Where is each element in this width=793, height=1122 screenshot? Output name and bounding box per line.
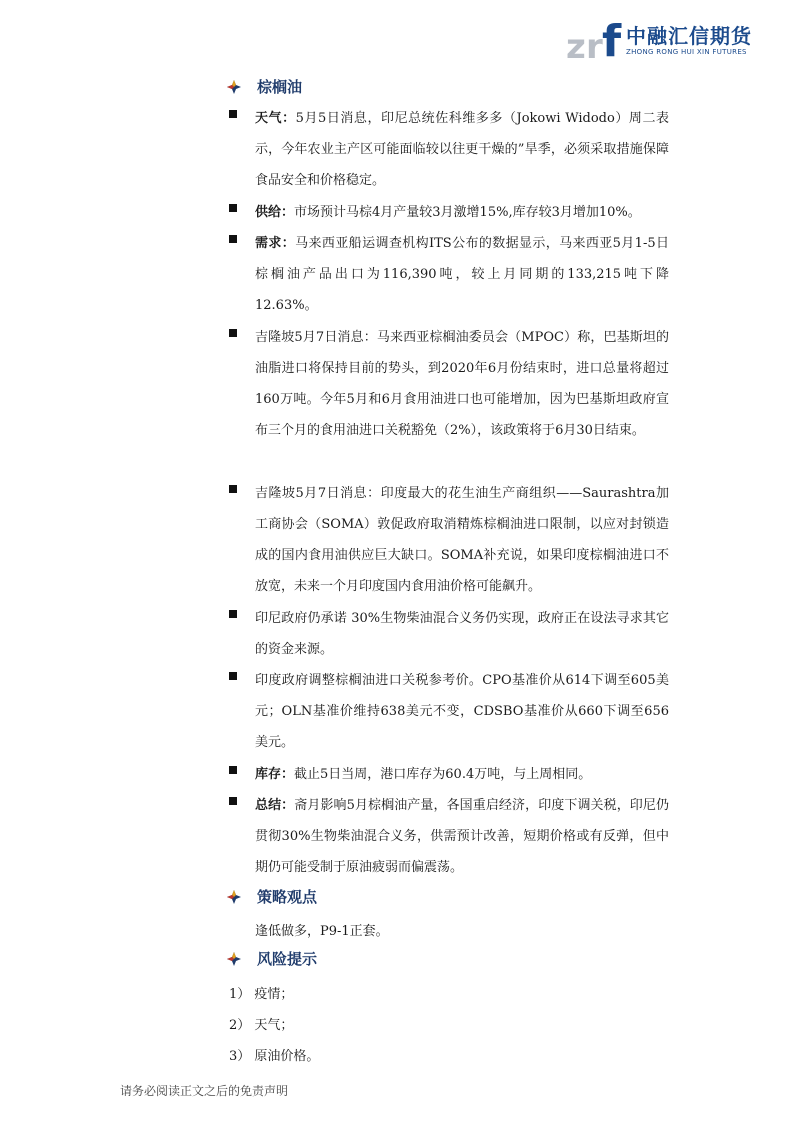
item-label: 总结： [255, 798, 295, 813]
item-text: 吉隆坡5月7日消息：马来西亚棕榈油委员会（MPOC）称，巴基斯坦的油脂进口将保持目前的势头，到2020年6月份结束时，进口总量将超过160万吨。今年5月和6月食用油进口也可能增加，因为巴基斯坦政府宣布三个月的食用油进口关税豁免（2%），该政策将于6月30日结束。 [255, 330, 669, 438]
svg-text:z: z [566, 27, 586, 64]
strategy-text: 逢低做多，P9-1正套。 [255, 924, 389, 939]
square-bullet-icon [229, 235, 237, 243]
section-title: 风险提示 [257, 950, 318, 968]
svg-text:f: f [602, 18, 622, 64]
section-diamond-icon [227, 80, 241, 94]
risk-item: 2） 天气； [229, 1018, 294, 1033]
square-bullet-icon [229, 204, 237, 212]
risk-item: 3） 原油价格。 [229, 1049, 320, 1064]
list-item [229, 665, 669, 758]
item-text: 截止5日当周，港口库存为60.4万吨，与上周相同。 [294, 767, 592, 782]
square-bullet-icon [229, 110, 237, 118]
list-item [229, 603, 669, 665]
item-label: 库存： [255, 767, 295, 782]
square-bullet-icon [229, 485, 237, 493]
logo-english-name: ZHONG RONG HUI XIN FUTURES [626, 48, 747, 56]
list-item [229, 197, 669, 228]
item-text: 印尼政府仍承诺 30%生物柴油混合义务仍实现，政府正在设法寻求其它的资金来源。 [255, 611, 669, 657]
list-item [229, 322, 669, 446]
item-label: 供给： [255, 205, 295, 220]
square-bullet-icon [229, 797, 237, 805]
risk-item: 1） 疫情； [229, 987, 294, 1002]
square-bullet-icon [229, 766, 237, 774]
list-item [229, 228, 669, 321]
square-bullet-icon [229, 610, 237, 618]
item-text: 马来西亚船运调查机构ITS公布的数据显示，马来西亚5月1-5日棕榈油产品出口为116,390吨，较上月同期的133,215吨下降12.63%。 [255, 236, 669, 313]
item-label: 天气： [255, 111, 296, 126]
section-diamond-icon [227, 890, 241, 904]
list-item [229, 790, 669, 883]
item-text: 印度政府调整棕榈油进口关税参考价。CPO基准价从614下调至605美元；OLN基准价维持638美元不变，CDSBO基准价从660下调至656美元。 [255, 673, 669, 750]
item-text: 5月5日消息，印尼总统佐科维多多（Jokowi Widodo）周二表示，今年农业主产区可能面临较以往更干燥的”旱季，必须采取措施保障食品安全和价格稳定。 [255, 111, 669, 188]
disclaimer-footer: 请务必阅读正文之后的免责声明 [120, 1084, 289, 1098]
square-bullet-icon [229, 672, 237, 680]
square-bullet-icon [229, 329, 237, 337]
item-label: 需求： [255, 236, 296, 251]
company-logo [566, 18, 756, 66]
svg-text:r: r [586, 27, 603, 64]
logo-chinese-name: 中融汇信期货 [626, 24, 752, 48]
section-diamond-icon [227, 952, 241, 966]
section-title: 策略观点 [257, 888, 318, 906]
list-item [229, 478, 669, 602]
item-text: 市场预计马棕4月产量较3月激增15%,库存较3月增加10%。 [294, 205, 641, 220]
section-title: 棕榈油 [257, 78, 303, 96]
item-text: 吉隆坡5月7日消息：印度最大的花生油生产商组织——Saurashtra加工商协会（SOMA）敦促政府取消精炼棕榈油进口限制，以应对封锁造成的国内食用油供应巨大缺口。SOMA补充说，如果印度棕榈油进口不放宽，未来一个月印度国内食用油价格可能飙升。 [255, 486, 669, 594]
zrhx-logo-mark [566, 18, 626, 64]
list-item [229, 759, 669, 790]
item-text: 斋月影响5月棕榈油产量，各国重启经济，印度下调关税，印尼仍贯彻30%生物柴油混合义务，供需预计改善，短期价格或有反弹，但中期仍可能受制于原油疲弱而偏震荡。 [255, 798, 669, 875]
list-item [229, 103, 669, 196]
